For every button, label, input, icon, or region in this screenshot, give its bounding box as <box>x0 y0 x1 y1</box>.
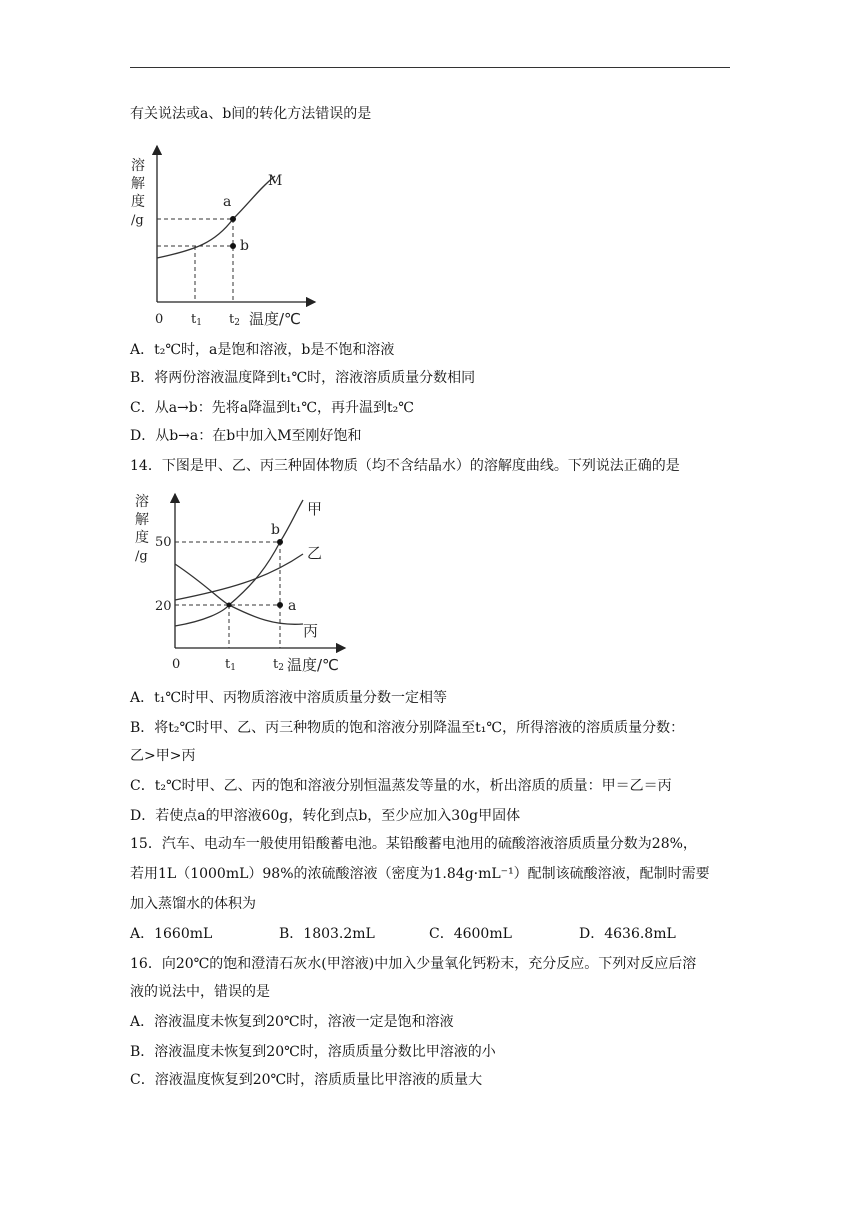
question-14-stem: 14．下图是甲、乙、丙三种固体物质（均不含结晶水）的溶解度曲线。下列说法正确的是 <box>130 458 680 474</box>
y-tick-20: 20 <box>155 599 172 614</box>
curve-bing <box>175 564 303 624</box>
solubility-graph-jia-yi-bing <box>125 488 355 676</box>
t2-label: t2 <box>229 312 240 328</box>
y-label-1: 溶 <box>131 158 145 174</box>
q16-option-a: A．溶液温度未恢复到20℃时，溶液一定是饱和溶液 <box>130 1014 454 1030</box>
x-label: 温度/℃ <box>287 656 339 674</box>
origin-label: 0 <box>155 312 164 327</box>
y-tick-50: 50 <box>155 535 172 550</box>
q13-option-d: D．从b→a：在b中加入M至刚好饱和 <box>130 428 362 444</box>
question-16-stem-line-1: 16．向20℃的饱和澄清石灰水(甲溶液)中加入少量氧化钙粉末，充分反应。下列对反应后溶 <box>130 956 697 972</box>
q14-option-b: B．将t₂℃时甲、乙、丙三种物质的饱和溶液分别降温至t₁℃，所得溶液的溶质质量分数： <box>130 720 685 736</box>
label-curve-yi: 乙 <box>307 544 323 562</box>
t2-label: t2 <box>273 657 284 673</box>
q13-option-a: A．t₂℃时，a是饱和溶液，b是不饱和溶液 <box>130 342 395 358</box>
label-b: b <box>240 238 249 254</box>
y-label-3: 度 <box>135 530 149 546</box>
label-curve-jia: 甲 <box>307 500 323 518</box>
q14-option-b-continued: 乙>甲>丙 <box>130 748 196 764</box>
label-curve-m: M <box>268 173 283 189</box>
q13-option-c: C．从a→b：先将a降温到t₁℃，再升温到t₂℃ <box>130 400 414 416</box>
question-15-stem-line-1: 15．汽车、电动车一般使用铅酸蓄电池。某铅酸蓄电池用的硫酸溶液溶质质量分数为28%， <box>130 836 697 852</box>
point-a <box>277 602 283 608</box>
question-16-stem-line-2: 液的说法中，错误的是 <box>130 984 270 1000</box>
point-b <box>277 539 283 545</box>
label-curve-bing: 丙 <box>303 622 319 640</box>
q14-option-c: C．t₂℃时甲、乙、丙的饱和溶液分别恒温蒸发等量的水，析出溶质的质量：甲＝乙＝丙 <box>130 778 672 794</box>
x-label: 温度/℃ <box>249 310 301 328</box>
origin-label: 0 <box>172 657 181 672</box>
t1-label: t1 <box>191 312 202 328</box>
curve-jia <box>175 500 303 626</box>
q15-option-b: B．1803.2mL <box>279 926 375 942</box>
intersection-point <box>227 603 232 608</box>
header-rule <box>130 67 730 68</box>
y-label-4: /g <box>135 549 148 564</box>
q13-option-b: B．将两份溶液温度降到t₁℃时，溶液溶质质量分数相同 <box>130 370 476 386</box>
q14-option-d: D．若使点a的甲溶液60g，转化到点b，至少应加入30g甲固体 <box>130 808 521 824</box>
question-15-stem-line-3: 加入蒸馏水的体积为 <box>130 896 256 912</box>
question-13-intro: 有关说法或a、b间的转化方法错误的是 <box>130 106 372 122</box>
q15-option-c: C．4600mL <box>429 926 512 942</box>
label-a: a <box>288 598 297 614</box>
label-a: a <box>223 194 232 210</box>
y-label-3: 度 <box>131 194 145 210</box>
q15-option-a: A．1660mL <box>130 926 213 942</box>
y-label-1: 溶 <box>135 494 149 510</box>
y-label-2: 解 <box>131 176 145 192</box>
point-a <box>230 216 236 222</box>
q16-option-b: B．溶液温度未恢复到20℃时，溶质质量分数比甲溶液的小 <box>130 1044 496 1060</box>
y-label-2: 解 <box>135 512 149 528</box>
t1-label: t1 <box>225 657 236 673</box>
q15-option-d: D．4636.8mL <box>579 926 676 942</box>
point-b <box>230 243 236 249</box>
question-15-stem-line-2: 若用1L（1000mL）98%的浓硫酸溶液（密度为1.84g·mL⁻¹）配制该硫酸溶液，配制时需要 <box>130 866 710 882</box>
solubility-graph-m <box>125 140 335 330</box>
q16-option-c: C．溶液温度恢复到20℃时，溶质质量比甲溶液的质量大 <box>130 1072 483 1088</box>
y-label-4: /g <box>131 213 144 228</box>
q14-option-a: A．t₁℃时甲、丙物质溶液中溶质质量分数一定相等 <box>130 690 448 706</box>
label-b: b <box>271 522 280 538</box>
